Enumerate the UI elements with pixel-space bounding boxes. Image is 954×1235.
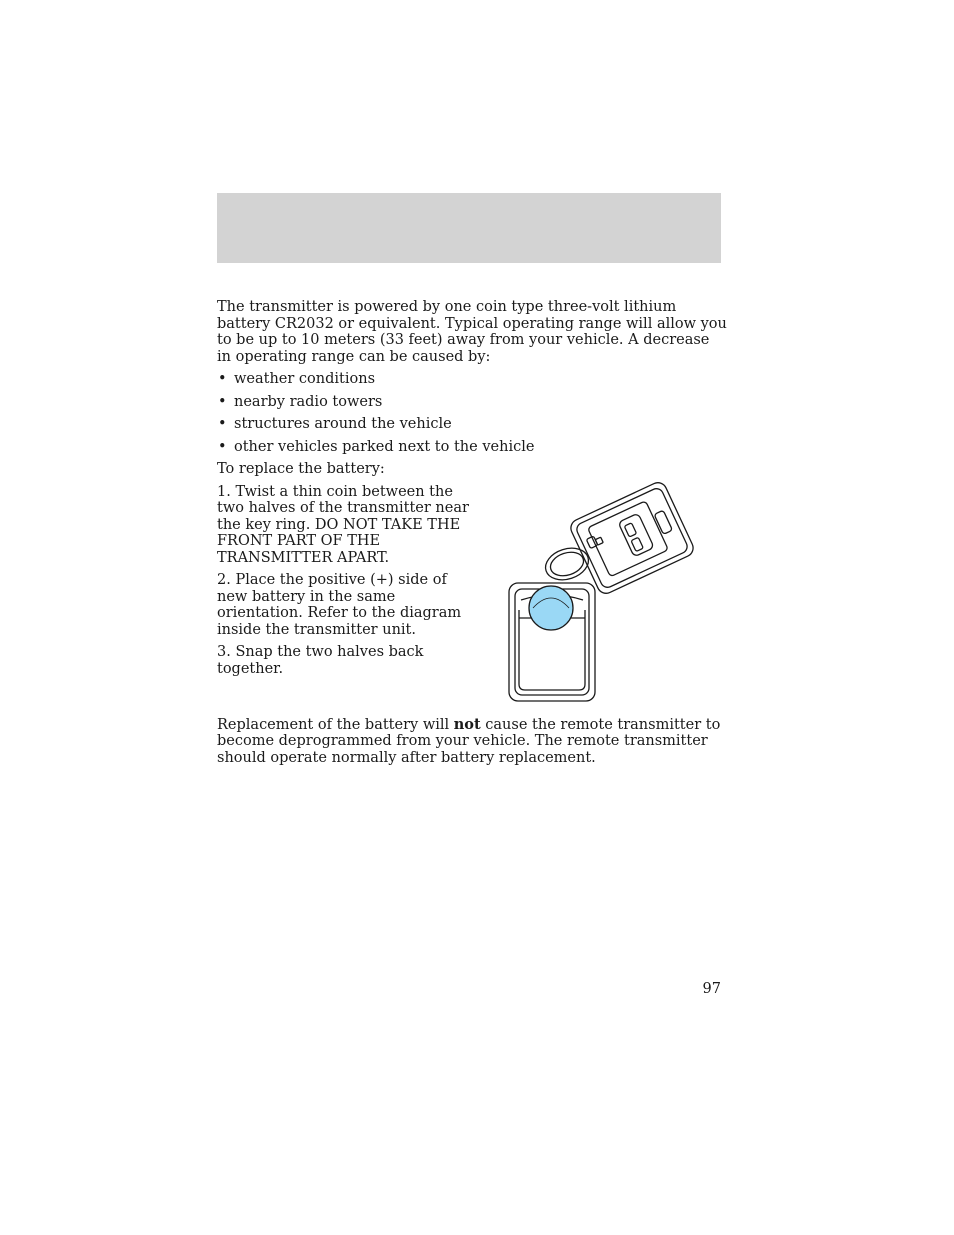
final-text-after: cause the remote transmitter to become deprogrammed from your vehicle. The remote transmitter should operate normally after battery replacement. [217, 716, 721, 766]
replace-heading: To replace the battery: [217, 461, 385, 477]
step-1: 1. Twist a thin coin between the two halves of the transmitter near the key ring. DO NOT TAKE THE FRONT PART OF THE TRANSMITTER APART. [217, 483, 469, 566]
final-text-bold: not [453, 715, 481, 733]
step-2: 2. Place the positive (+) side of new battery in the same orientation. Refer to the diagram inside the transmitter unit. [217, 572, 462, 638]
intro-paragraph: The transmitter is powered by one coin type three-volt lithium battery CR2032 or equivalent. Typical operating range will allow you to be up to 10 meters (33 feet) away from your vehicle. A decrease in operating range can be caused by: [217, 299, 727, 365]
transmitter-front-half [568, 479, 696, 595]
final-text-before: Replacement of the battery will [217, 716, 454, 733]
battery-icon [529, 586, 573, 630]
page-content [217, 299, 727, 772]
key-fob-battery-icon [507, 478, 697, 703]
page-number: 97 [702, 981, 721, 997]
section-header-band [217, 193, 721, 263]
list-item: • other vehicles parked next to the vehicle [217, 439, 727, 456]
steps-list [217, 484, 475, 678]
step-3: 3. Snap the two halves back together. [217, 644, 424, 677]
list-item: • structures around the vehicle [217, 416, 727, 433]
final-paragraph [217, 717, 727, 767]
range-factors-list [217, 371, 727, 455]
list-item: • nearby radio towers [217, 394, 727, 411]
steps-block [217, 484, 727, 717]
list-item: • weather conditions [217, 371, 727, 388]
